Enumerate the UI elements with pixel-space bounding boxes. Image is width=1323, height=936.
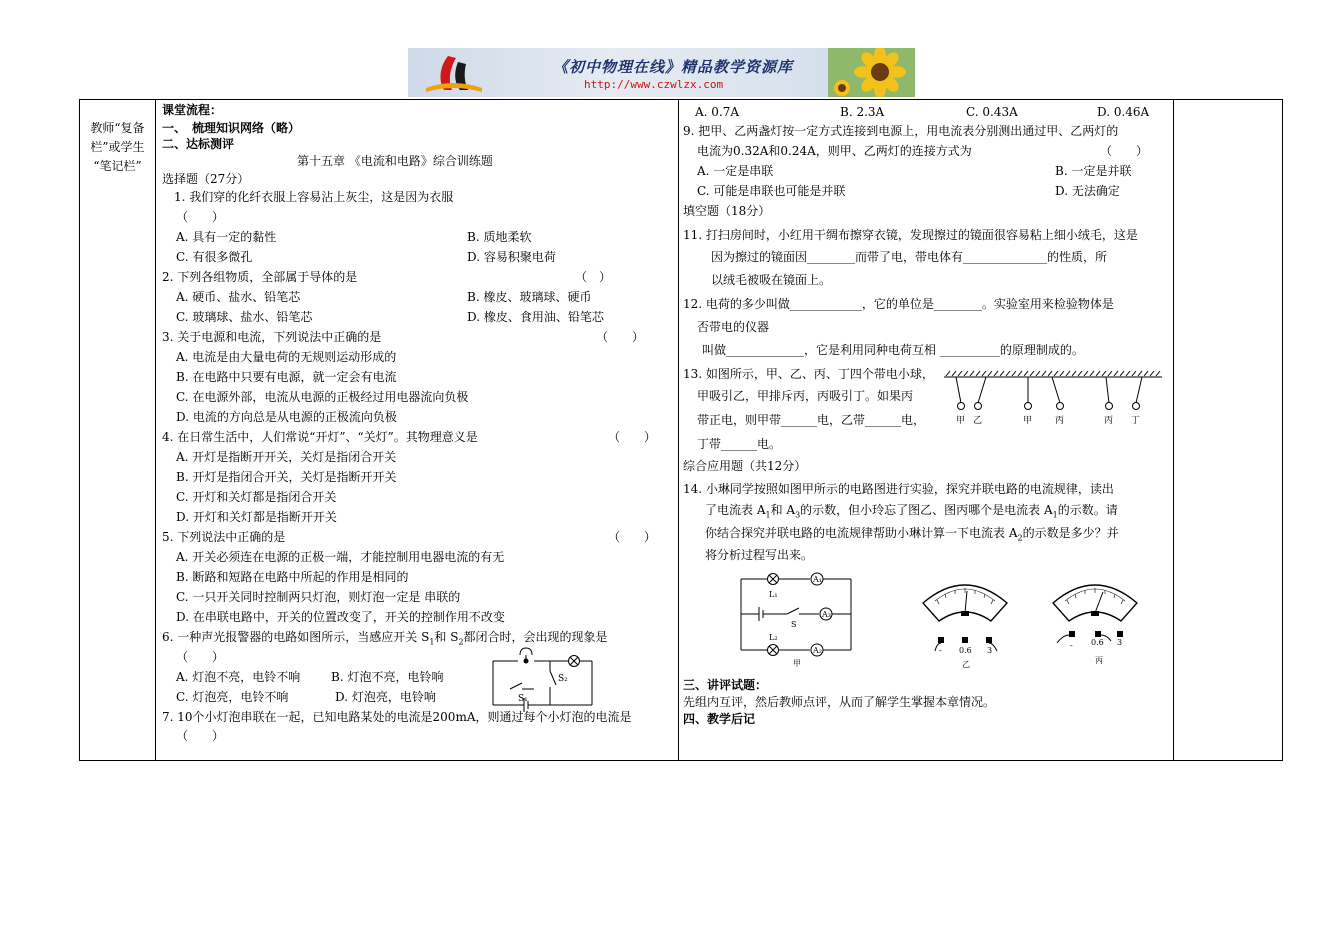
section-three-text: 先组内互评，然后教师点评，从而了解学生掌握本章情况。 bbox=[683, 695, 996, 709]
svg-text:L₁: L₁ bbox=[769, 590, 778, 599]
svg-text:S: S bbox=[791, 620, 797, 629]
fill-header: 填空题（18分） bbox=[683, 204, 771, 218]
terminal-label: 0.6 bbox=[1091, 638, 1104, 647]
banner-url[interactable]: http://www.czwlzx.com bbox=[584, 78, 724, 91]
option: D. 容易积聚电荷 bbox=[467, 250, 556, 264]
column-divider bbox=[1173, 99, 1174, 761]
question-9-cont: 电流为0.32A和0.24A，则甲、乙两灯的连接方式为 bbox=[697, 144, 972, 158]
question-12: 12. 电荷的多少叫做____________，它的单位是________。实验室用来检验物体是 bbox=[683, 297, 1114, 311]
svg-text:A₂: A₂ bbox=[813, 646, 822, 655]
option: B. 质地柔软 bbox=[467, 230, 532, 244]
option: B. 断路和短路在电路中所起的作用是相同的 bbox=[176, 570, 409, 584]
notes-column-label: 教师“复备 栏”或学生 “笔记栏” bbox=[90, 121, 145, 173]
question-11-cont: 以绒毛被吸在镜面上。 bbox=[711, 273, 832, 287]
section-four-title: 四、教学后记 bbox=[683, 712, 756, 726]
option: C. 有很多微孔 bbox=[176, 250, 253, 264]
terminal-label: - bbox=[1070, 641, 1073, 650]
ball-label: 丙 bbox=[1055, 416, 1065, 426]
svg-text:S₁: S₁ bbox=[518, 694, 528, 704]
ammeter-c-diagram bbox=[1045, 573, 1145, 668]
ball-label: 甲 bbox=[1023, 416, 1033, 426]
question-13-cont: 甲吸引乙，甲排斥丙，丙吸引丁。如果丙 bbox=[697, 389, 914, 403]
question-13-cont: 带正电，则甲带______电，乙带______电， bbox=[697, 413, 926, 427]
option: A. 一定是串联 bbox=[697, 164, 774, 178]
svg-text:A₁: A₁ bbox=[813, 575, 822, 584]
option: D. 无法确定 bbox=[1055, 184, 1120, 198]
question-11-cont: 因为擦过的镜面因________而带了电，带电体有______________的性质，所 bbox=[711, 250, 1108, 264]
question-7: 7. 10个小灯泡串联在一起，已知电路某处的电流是200mA，则通过每个小灯泡的电流是 bbox=[162, 710, 632, 724]
option: B. 在电路中只要有电源，就一定会有电流 bbox=[176, 370, 397, 384]
app-header: 综合应用题（共12分） bbox=[683, 459, 807, 473]
answer-paren: （ ） bbox=[596, 330, 645, 344]
ball-label: 丁 bbox=[1131, 416, 1141, 426]
question-12-cont: 否带电的仪器 bbox=[697, 320, 770, 334]
mc-header: 选择题（27分） bbox=[162, 172, 250, 186]
option: D. 灯泡亮，电铃响 bbox=[335, 690, 436, 704]
ball-label: 乙 bbox=[973, 416, 983, 426]
chapter-title: 第十五章 《电流和电路》综合训练题 bbox=[297, 154, 493, 168]
terminal-label: 0.6 bbox=[959, 646, 972, 655]
alarm-circuit-diagram bbox=[488, 645, 598, 717]
option: C. 开灯和关灯都是指闭合开关 bbox=[176, 490, 337, 504]
answer-paren: （ ） bbox=[176, 729, 225, 743]
terminal-label: 3 bbox=[1117, 638, 1123, 647]
option: B. 2.3A bbox=[840, 105, 885, 119]
option: A. 开灯是指断开开关，关灯是指闭合开关 bbox=[176, 450, 397, 464]
question-5: 5. 下列说法中正确的是 bbox=[162, 530, 286, 544]
option: A. 开关必须连在电源的正极一端，才能控制用电器电流的有无 bbox=[176, 550, 505, 564]
option: C. 0.43A bbox=[966, 105, 1018, 119]
option: D. 电流的方向总是从电源的正极流向负极 bbox=[176, 410, 397, 424]
option: D. 在串联电路中，开关的位置改变了，开关的控制作用不改变 bbox=[176, 610, 505, 624]
sunflower-icon bbox=[828, 48, 915, 97]
logo-icon bbox=[418, 52, 488, 94]
header-banner bbox=[408, 48, 915, 97]
svg-text:L₂: L₂ bbox=[769, 633, 778, 642]
option: C. 一只开关同时控制两只灯泡，则灯泡一定是 串联的 bbox=[176, 590, 461, 604]
ball-label: 丙 bbox=[1104, 416, 1114, 426]
answer-paren: （ ） bbox=[1100, 144, 1149, 158]
step-two: 二、达标测评 bbox=[162, 137, 235, 151]
terminal-label: 3 bbox=[987, 646, 993, 655]
figure-label: 丙 bbox=[1095, 656, 1103, 665]
figure-label: 乙 bbox=[962, 660, 970, 668]
answer-paren: （ ） bbox=[608, 530, 657, 544]
option: B. 灯泡不亮，电铃响 bbox=[331, 670, 444, 684]
question-11: 11. 打扫房间时，小红用干绸布擦穿衣镜，发现擦过的镜面很容易粘上细小绒毛，这是 bbox=[683, 228, 1138, 242]
column-divider bbox=[155, 99, 156, 761]
option: A. 具有一定的黏性 bbox=[176, 230, 277, 244]
question-9: 9. 把甲、乙两盏灯按一定方式连接到电源上，用电流表分别测出通过甲、乙两灯的 bbox=[683, 124, 1119, 138]
question-2: 2. 下列各组物质，全部属于导体的是 bbox=[162, 270, 358, 284]
figure-label: 甲 bbox=[793, 659, 801, 668]
option: D. 开灯和关灯都是指断开开关 bbox=[176, 510, 337, 524]
option: C. 玻璃球、盐水、铅笔芯 bbox=[176, 310, 313, 324]
question-6: 6. 一种声光报警器的电路如图所示，当感应开关 $S_1$和 $S_2$都闭合时，会出现的现象是 bbox=[162, 630, 608, 647]
option: C. 灯泡亮，电铃不响 bbox=[176, 690, 289, 704]
charged-balls-diagram bbox=[942, 370, 1164, 428]
question-1: 1. 我们穿的化纤衣服上容易沾上灰尘，这是因为衣服 bbox=[174, 190, 454, 204]
step-one: 一、 梳理知识网络（略） bbox=[162, 121, 301, 135]
question-12-cont: 叫做_____________，它是利用同种电荷互相 __________的原理制成的。 bbox=[702, 343, 1084, 357]
option: A. 硬币、盐水、铅笔芯 bbox=[176, 290, 301, 304]
svg-text:A₃: A₃ bbox=[822, 610, 831, 619]
option: C. 在电源外部，电流从电源的正极经过用电器流向负极 bbox=[176, 390, 469, 404]
question-13: 13. 如图所示，甲、乙、丙、丁四个带电小球， bbox=[683, 367, 934, 381]
svg-text:S₂: S₂ bbox=[558, 674, 568, 684]
option: A. 0.7A bbox=[695, 105, 740, 119]
question-14-cont: 你结合探究并联电路的电流规律帮助小琳计算一下电流表 $A_2$的示数是多少？并 bbox=[705, 526, 1119, 543]
ammeter-b-diagram bbox=[915, 573, 1015, 668]
option: D. 0.46A bbox=[1097, 105, 1150, 119]
answer-paren: （ ） bbox=[575, 270, 612, 284]
banner-title: 《初中物理在线》精品教学资源库 bbox=[553, 58, 794, 76]
section-three-title: 三、讲评试题： bbox=[683, 678, 768, 692]
answer-paren: （ ） bbox=[176, 210, 225, 224]
question-13-cont: 丁带______电。 bbox=[697, 437, 782, 451]
question-14: 14. 小琳同学按照如图甲所示的电路图进行实验，探究并联电路的电流规律，读出 bbox=[683, 482, 1114, 496]
option: C. 可能是串联也可能是并联 bbox=[697, 184, 846, 198]
ball-label: 甲 bbox=[956, 416, 966, 426]
parallel-circuit-diagram bbox=[735, 570, 860, 670]
question-4: 4. 在日常生活中，人们常说“开灯”、“关灯”。其物理意义是 bbox=[162, 430, 478, 444]
option: B. 橡皮、玻璃球、硬币 bbox=[467, 290, 592, 304]
option: B. 一定是并联 bbox=[1055, 164, 1132, 178]
answer-paren: （ ） bbox=[176, 650, 225, 664]
question-14-cont: 了电流表 $A_1$和 $A_3$的示数，但小玲忘了图乙、图丙哪个是电流表 $A_1$的示数。请 bbox=[705, 503, 1118, 520]
process-title: 课堂流程： bbox=[162, 103, 223, 117]
question-14-cont: 将分析过程写出来。 bbox=[705, 548, 814, 562]
question-3: 3. 关于电源和电流，下列说法中正确的是 bbox=[162, 330, 382, 344]
option: A. 电流是由大量电荷的无规则运动形成的 bbox=[176, 350, 397, 364]
option: A. 灯泡不亮，电铃不响 bbox=[176, 670, 301, 684]
option: B. 开灯是指闭合开关，关灯是指断开开关 bbox=[176, 470, 397, 484]
column-divider bbox=[678, 99, 679, 761]
option: D. 橡皮、食用油、铅笔芯 bbox=[467, 310, 604, 324]
answer-paren: （ ） bbox=[608, 430, 657, 444]
terminal-label: - bbox=[939, 646, 942, 655]
